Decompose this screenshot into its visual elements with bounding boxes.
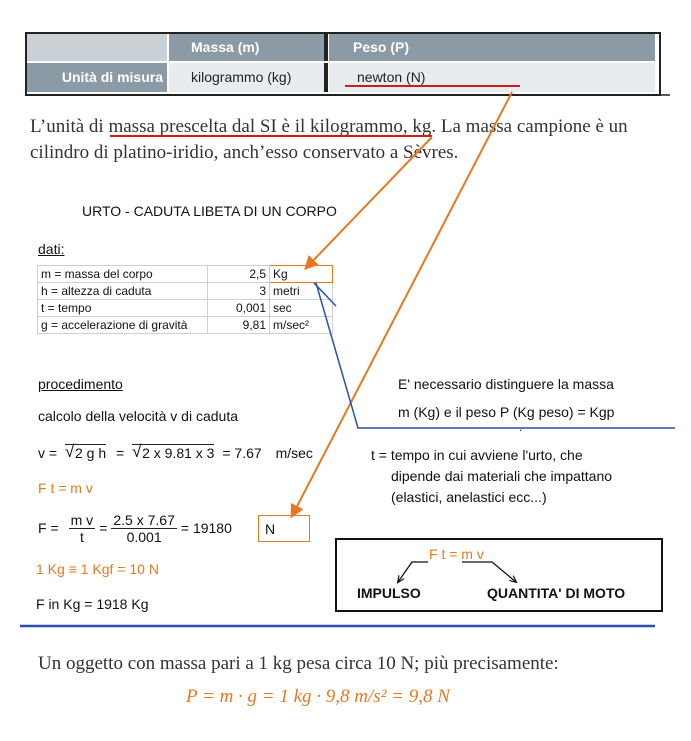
para-highlight: massa prescelta dal SI è il kilogrammo bbox=[108, 116, 403, 137]
row-desc: h = altezza di caduta bbox=[38, 283, 208, 300]
frac-den: 0.001 bbox=[126, 528, 162, 545]
bottom-text: Un oggetto con massa pari a 1 kg pesa circa 10 N; più precisamente: bbox=[38, 653, 559, 674]
kg-kgf-equivalence: 1 Kg ≡ 1 Kgf = 10 N bbox=[36, 561, 159, 577]
f-result: = 19180 bbox=[180, 520, 232, 536]
sqrt-2: √ 2 x 9.81 x 3 bbox=[132, 442, 215, 461]
row-unit: sec bbox=[270, 300, 333, 317]
impulso-label: IMPULSO bbox=[357, 585, 421, 601]
v-unit: m/sec bbox=[275, 445, 313, 461]
table-header-mass: Massa (m) bbox=[169, 34, 324, 61]
v-root2: 2 x 9.81 x 3 bbox=[142, 445, 215, 461]
v-eq: v = bbox=[38, 445, 58, 461]
note2-line2: dipende dai materiali che impattano bbox=[391, 468, 613, 484]
weight-unit-cell: newton (N) bbox=[329, 63, 655, 92]
mass-unit-cell: kilogrammo (kg) bbox=[169, 63, 324, 92]
para-text: , kg. La massa campione è un bbox=[402, 116, 628, 137]
quantita-moto-label: QUANTITA' DI MOTO bbox=[487, 585, 626, 601]
row-desc: g = accelerazione di gravità bbox=[38, 317, 208, 334]
row-unit: Kg bbox=[270, 266, 333, 283]
f-in-kg-unit: Kg bbox=[131, 596, 149, 612]
weight-formula: P = m · g = 1 kg · 9,8 m/s² = 9,8 N bbox=[186, 686, 450, 707]
note1-line1: E' necessario distinguere la massa bbox=[398, 376, 614, 392]
row-unit: m/sec² bbox=[270, 317, 333, 334]
frac-num: 2.5 x 7.67 bbox=[113, 511, 175, 528]
note2-line3: (elastici, anelastici ecc...) bbox=[391, 489, 547, 505]
exercise-title: URTO - CADUTA LIBETA DI UN CORPO bbox=[82, 203, 337, 219]
v-root1: 2 g h bbox=[74, 445, 107, 461]
frac-num: m v bbox=[70, 511, 94, 528]
dati-label: dati: bbox=[38, 241, 65, 257]
f-eq: = bbox=[99, 520, 108, 536]
para-text: L’unità di bbox=[30, 116, 109, 137]
note-dot: . bbox=[519, 420, 523, 434]
v-eq2: = bbox=[116, 445, 125, 461]
note1-line2: m (Kg) e il peso P (Kg peso) = Kgp bbox=[398, 404, 615, 420]
procedimento-label: procedimento bbox=[38, 376, 123, 392]
frac-den: t bbox=[79, 528, 84, 545]
f-label: F = bbox=[38, 520, 59, 536]
row-desc: t = tempo bbox=[38, 300, 208, 317]
sqrt-1: √ 2 g h bbox=[64, 442, 107, 461]
calc-velocity-label: calcolo della velocità v di caduta bbox=[38, 408, 239, 424]
row-value: 2,5 bbox=[208, 266, 270, 283]
ftmv-formula: F t = m v bbox=[38, 480, 93, 496]
f-in-kg-label: F in Kg = bbox=[36, 596, 93, 612]
row-unit: metri bbox=[270, 283, 333, 300]
v-result: = 7.67 bbox=[222, 445, 262, 461]
table-row-label: Unità di misura bbox=[27, 63, 167, 92]
f-unit: N bbox=[265, 521, 276, 537]
note2-line1: t = tempo in cui avviene l'urto, che bbox=[371, 447, 583, 463]
box-formula: F t = m v bbox=[429, 546, 484, 562]
row-value: 0,001 bbox=[208, 300, 270, 317]
para-text-line2: cilindro di platino-iridio, anch’esso conservato a Sèvres. bbox=[30, 142, 459, 163]
row-value: 3 bbox=[208, 283, 270, 300]
table-header-weight: Peso (P) bbox=[329, 34, 655, 61]
f-in-kg-value: 1918 bbox=[96, 596, 128, 612]
row-desc: m = massa del corpo bbox=[38, 266, 208, 283]
row-value: 9,81 bbox=[208, 317, 270, 334]
